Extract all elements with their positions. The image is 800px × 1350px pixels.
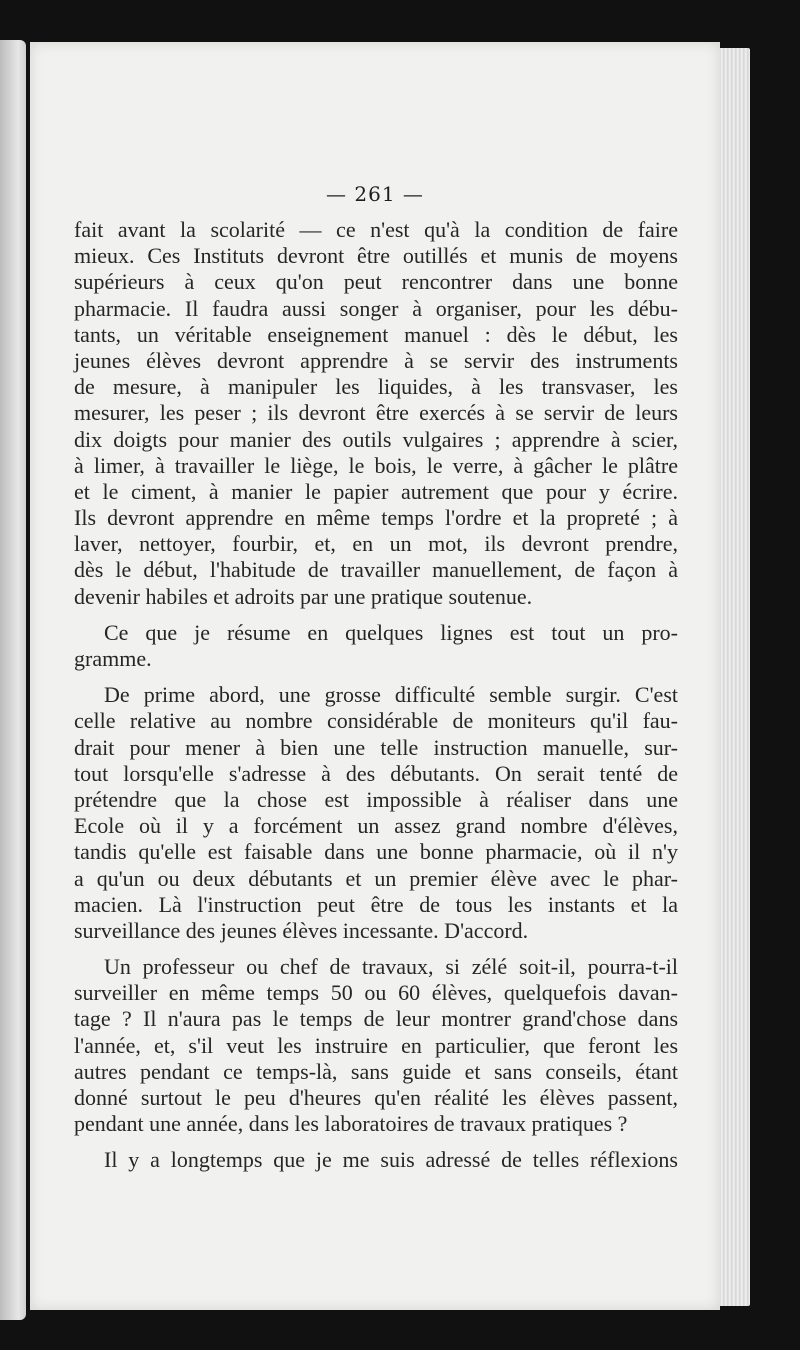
text-line: a qu'un ou deux débutants et un premier élève avec le phar- — [74, 865, 678, 891]
text-line: supérieurs à ceux qu'on peut rencontrer dans une bonne — [74, 269, 678, 295]
text-line: tants, un véritable enseignement manuel : dès le début, les — [74, 321, 678, 347]
paragraph-2 — [74, 620, 678, 672]
text-line: pharmacie. Il faudra aussi songer à organiser, pour les débu- — [74, 295, 678, 321]
text-line: autres pendant ce temps-là, sans guide et sans conseils, étant — [74, 1058, 678, 1084]
text-line: dix doigts pour manier des outils vulgaires ; apprendre à scier, — [74, 426, 678, 452]
paragraph-4 — [74, 954, 678, 1137]
text-line: mieux. Ces Instituts devront être outillés et munis de moyens — [74, 243, 678, 269]
text-line: Il y a longtemps que je me suis adressé de telles réflexions — [104, 1147, 678, 1173]
text-line: gramme. — [74, 646, 152, 671]
text-line: l'année, et, s'il veut les instruire en particulier, que feront les — [74, 1032, 678, 1058]
text-line: mesurer, les peser ; ils devront être exercés à se servir de leurs — [74, 400, 678, 426]
text-line: De prime abord, une grosse difficulté semble surgir. C'est — [104, 682, 678, 708]
page-number: — 261 — — [326, 182, 424, 206]
paragraph-1 — [74, 217, 678, 610]
text-line: à limer, à travailler le liège, le bois, le verre, à gâcher le plâtre — [74, 452, 678, 478]
paragraph-3 — [74, 682, 678, 944]
text-line: de mesure, à manipuler les liquides, à les transvaser, les — [74, 374, 678, 400]
text-line: et le ciment, à manier le papier autrement que pour y écrire. — [74, 478, 678, 504]
paragraph-5 — [74, 1147, 678, 1173]
text-line: fait avant la scolarité — ce n'est qu'à la condition de faire — [74, 217, 678, 242]
text-line: laver, nettoyer, fourbir, et, en un mot, ils devront prendre, — [74, 531, 678, 557]
text-line: dès le début, l'habitude de travailler manuellement, de façon à — [74, 557, 678, 583]
text-line: Ecole où il y a forcément un assez grand nombre d'élèves, — [74, 813, 678, 839]
text-line: Ce que je résume en quelques lignes est tout un pro- — [104, 619, 678, 645]
text-line: celle relative au nombre considérable de moniteurs qu'il fau- — [74, 708, 678, 734]
text-line: macien. Là l'instruction peut être de tous les instants et la — [74, 891, 678, 917]
text-line: drait pour mener à bien une telle instruction manuelle, sur- — [74, 734, 678, 760]
text-line: tout lorsqu'elle s'adresse à des débutants. On serait tenté de — [74, 760, 678, 786]
text-line: prétendre que la chose est impossible à réaliser dans une — [74, 786, 678, 812]
book-page — [30, 42, 720, 1310]
facing-page-edge — [0, 40, 26, 1320]
text-line: Un professeur ou chef de travaux, si zélé soit-il, pourra-t-il — [104, 954, 678, 980]
body-text — [74, 217, 678, 1174]
text-line: pendant une année, dans les laboratoires de travaux pratiques ? — [74, 1111, 628, 1137]
text-line: jeunes élèves devront apprendre à se servir des instruments — [74, 347, 678, 373]
text-line: devenir habiles et adroits par une pratique soutenue. — [74, 583, 533, 609]
text-line: tage ? Il n'aura pas le temps de leur montrer grand'chose dans — [74, 1006, 678, 1032]
text-line: surveillance des jeunes élèves incessante. D'accord. — [74, 917, 529, 943]
text-line: donné surtout le peu d'heures qu'en réalité les élèves passent, — [74, 1085, 678, 1110]
text-line: tandis qu'elle est faisable dans une bonne pharmacie, où il n'y — [74, 839, 678, 865]
text-line: Ils devront apprendre en même temps l'ordre et la propreté ; à — [74, 505, 678, 531]
text-line: surveiller en même temps 50 ou 60 élèves, quelquefois davan- — [74, 980, 678, 1006]
